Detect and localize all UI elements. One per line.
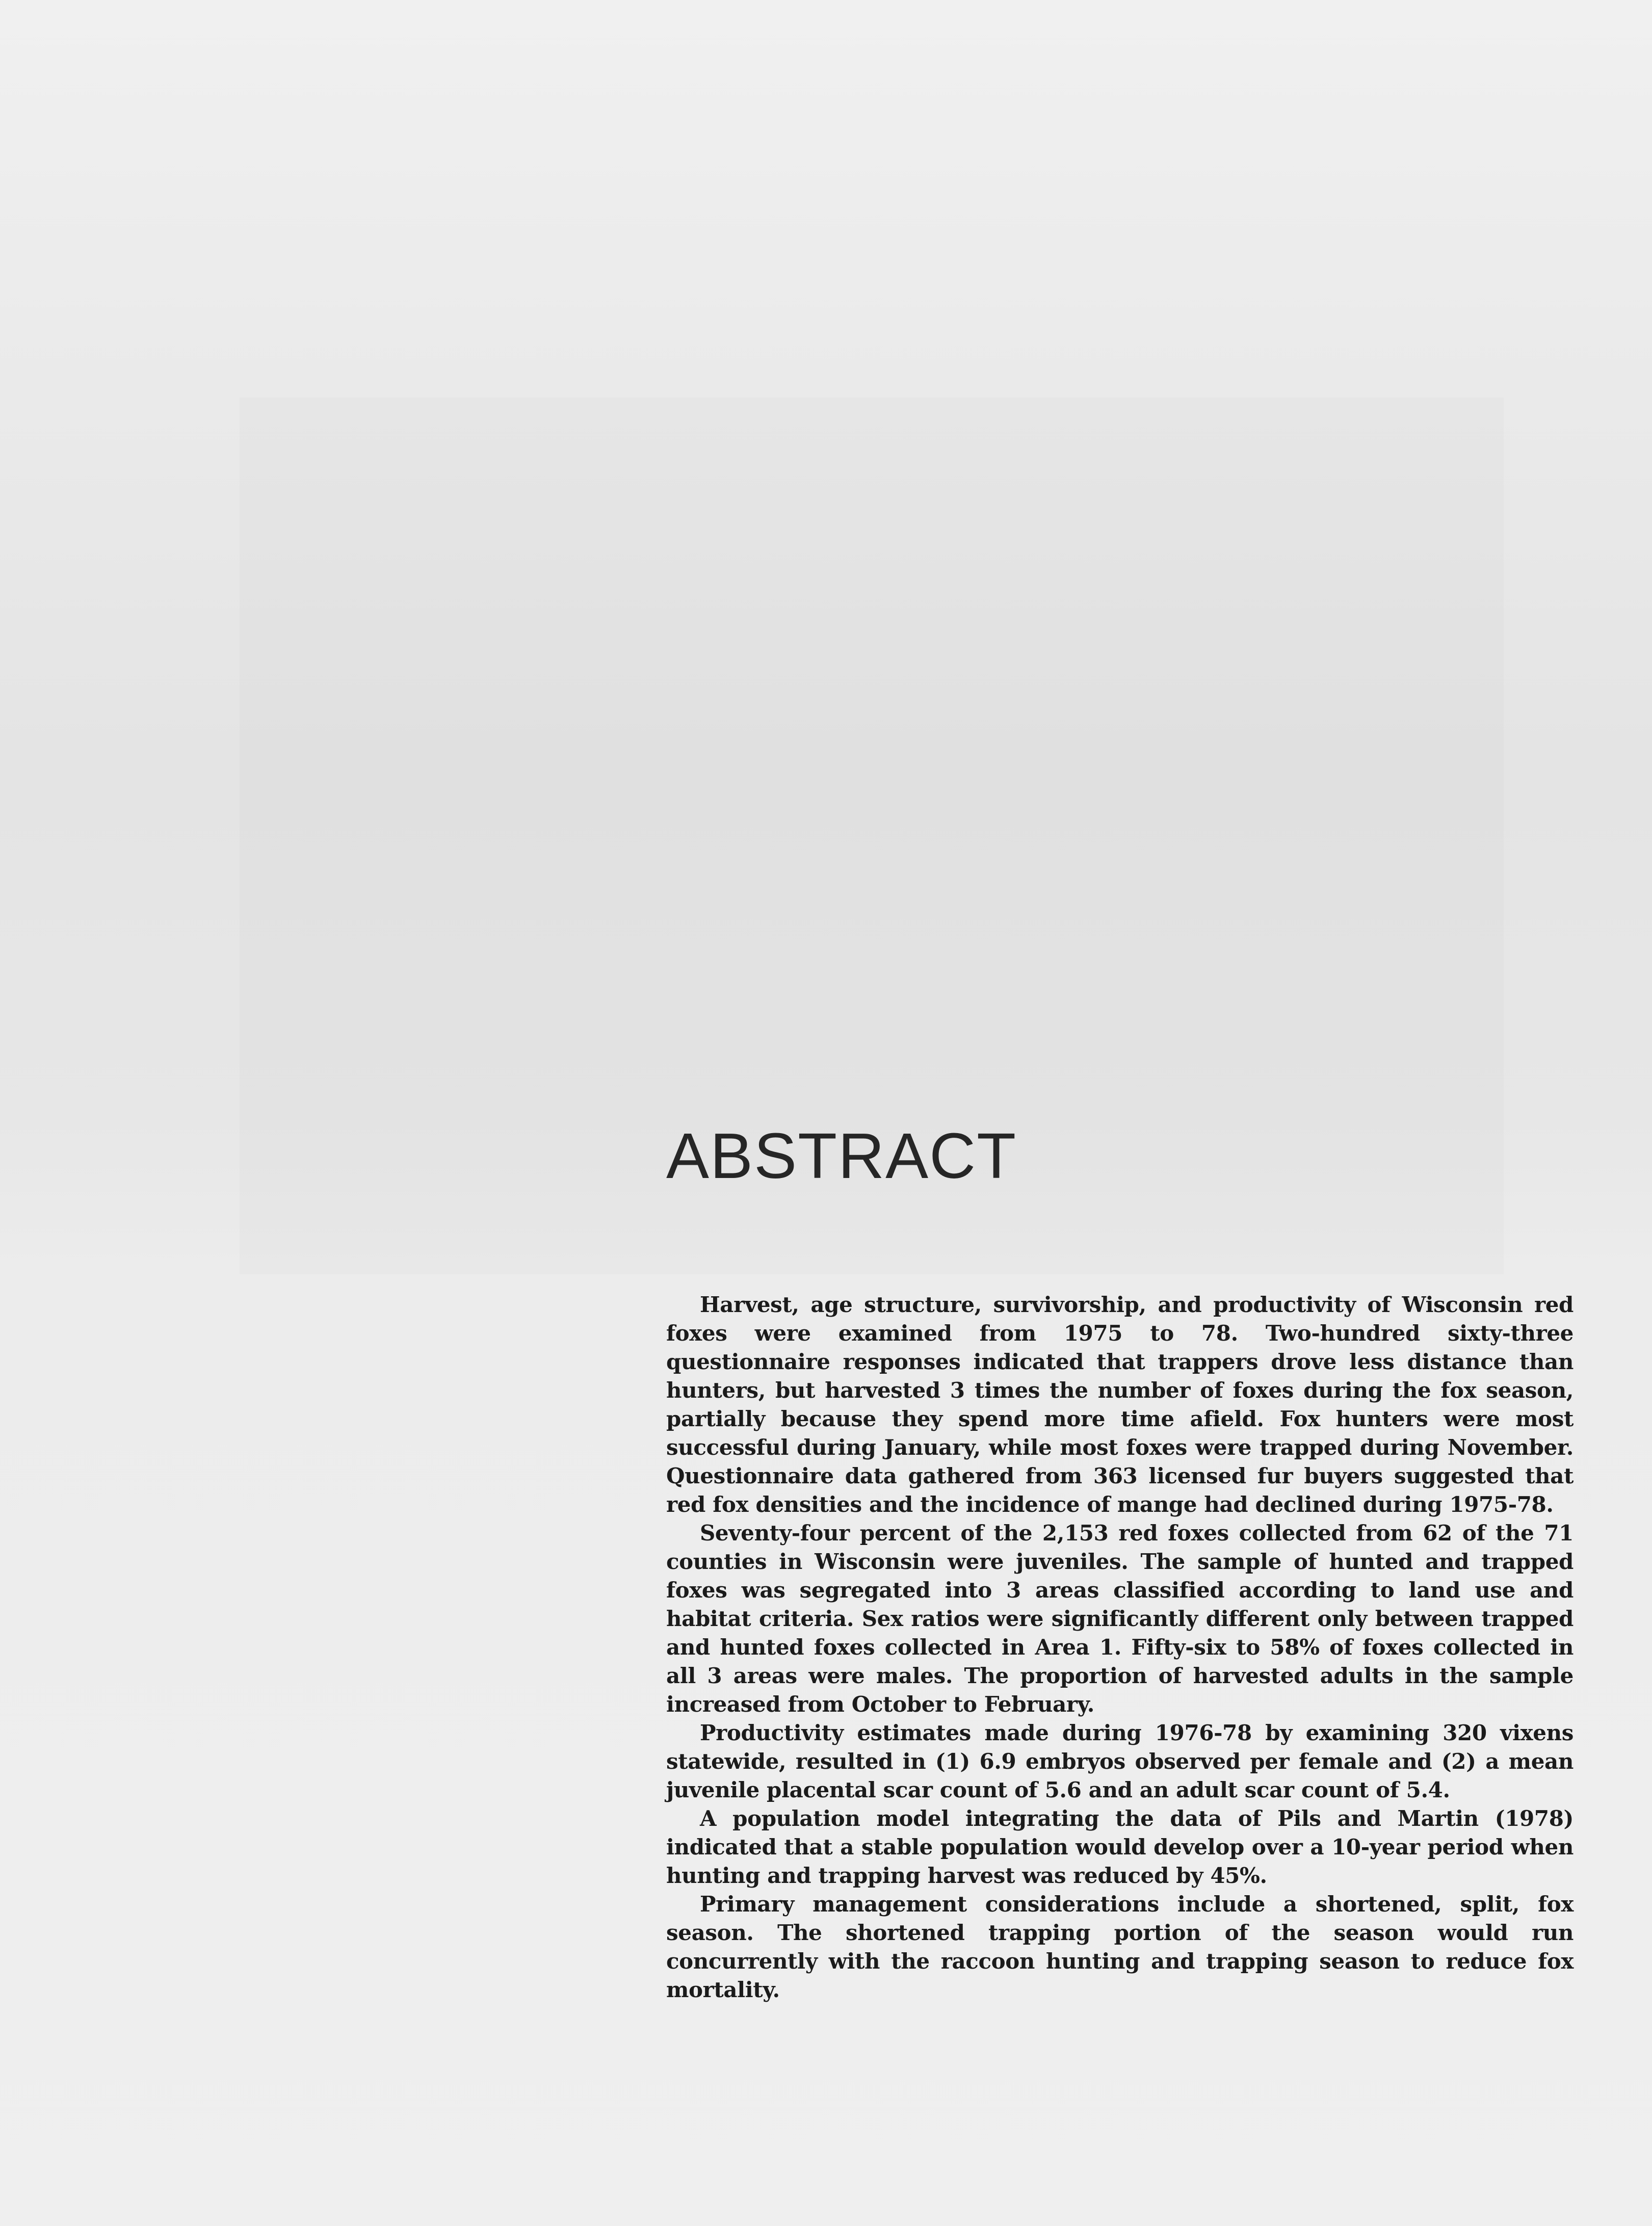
abstract-section bbox=[666, 1120, 1574, 2004]
abstract-paragraph-productivity: Productivity estimates made during 1976-78 by examining 320 vixens statewide, resulted in (1) 6.9 embryos observed per female and (2) a mean juvenile placental scar count of 5.6 and an adult scar count of 5.4. bbox=[666, 1720, 1574, 1802]
abstract-paragraph-harvest: Harvest, age structure, survivorship, and productivity of Wisconsin red foxes were examined from 1975 to 78. Two-hundred sixty-three questionnaire responses indicated that trappers drove less distance than hunters, but harvested 3 times the number of foxes during the fox season, partially because they spend more time afield. Fox hunters were most successful during January, while most foxes were trapped during November. Questionnaire data gathered from 363 licensed fur buyers suggested that red fox densities and the incidence of mange had declined during 1975-78. bbox=[666, 1292, 1574, 1517]
abstract-paragraph-population-model: A population model integrating the data of Pils and Martin (1978) indicated that a stable population would develop over a 10-year period when hunting and trapping harvest was reduced by 45%. bbox=[666, 1806, 1574, 1888]
abstract-paragraph-management: Primary management considerations include a shortened, split, fox season. The shortened trapping portion of the season would run concurrently with the raccoon hunting and trapping season to reduce fox mortality. bbox=[666, 1892, 1574, 2002]
abstract-heading: ABSTRACT bbox=[666, 1120, 1017, 1192]
abstract-paragraph-age-structure: Seventy-four percent of the 2,153 red foxes collected from 62 of the 71 counties in Wisconsin were juveniles. The sample of hunted and trapped foxes was segregated into 3 areas classified according to land use and habitat criteria. Sex ratios were significantly different only between trapped and hunted foxes collected in Area 1. Fifty-six to 58% of foxes collected in all 3 areas were males. The proportion of harvested adults in the sample increased from October to February. bbox=[666, 1521, 1574, 1717]
abstract-body bbox=[666, 1291, 1574, 2004]
